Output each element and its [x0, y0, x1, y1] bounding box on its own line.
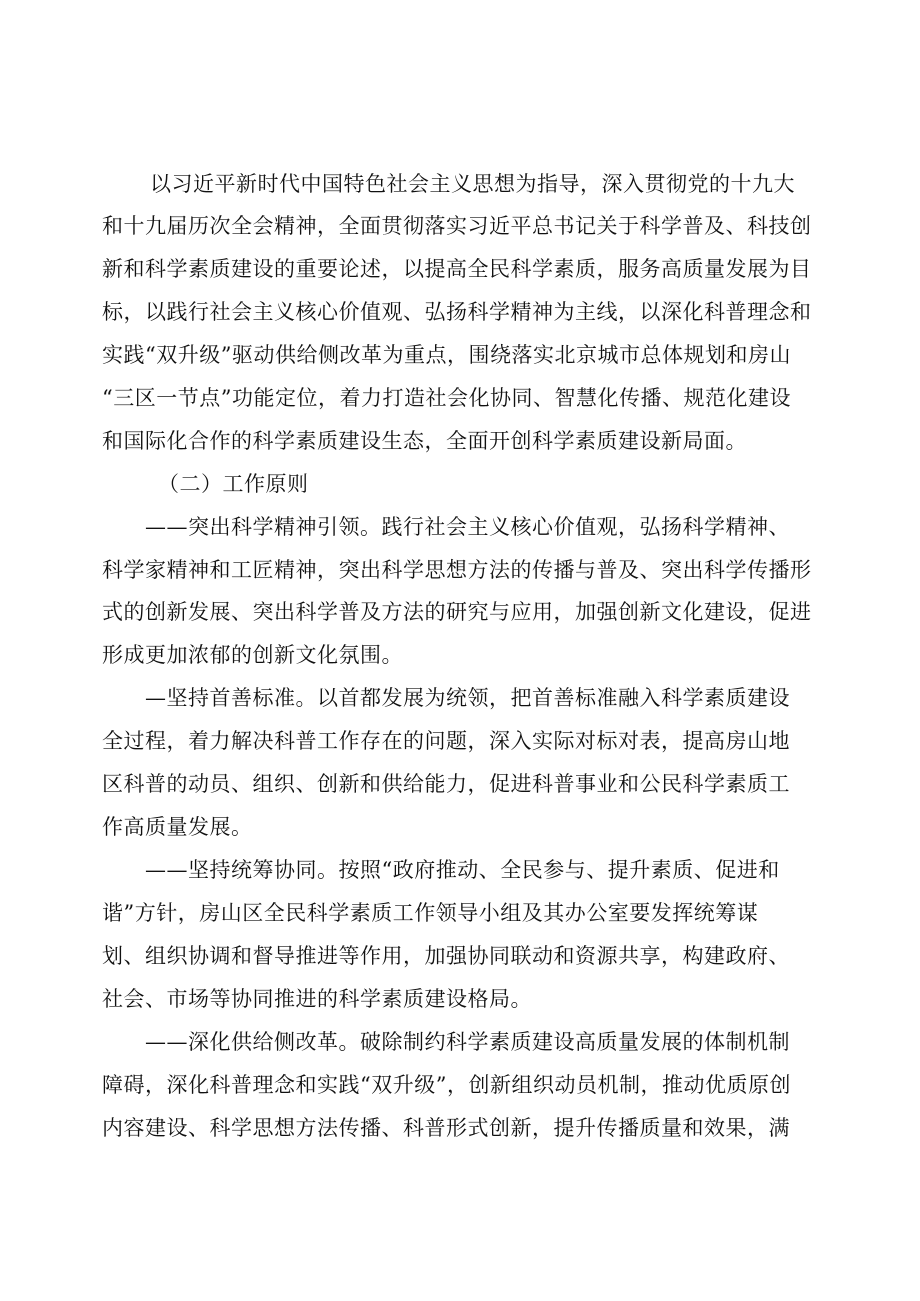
- principle-2-line-1: —坚持首善标准。以首都发展为统领，把首善标准融入科学素质建设: [145, 686, 790, 710]
- paragraph-1-line-4: 标，以践行社会主义核心价值观、弘扬科学精神为主线，以深化科普理念和: [102, 300, 812, 324]
- principle-2-line-3: 区科普的动员、组织、创新和供给能力，促进科普事业和公民科学素质工: [102, 772, 790, 796]
- principle-1-line-2: 科学家精神和工匠精神，突出科学思想方法的传播与普及、突出科学传播形: [102, 558, 812, 582]
- principle-1-line-4: 形成更加浓郁的创新文化氛围。: [102, 643, 403, 667]
- principle-3-line-3: 划、组织协调和督导推进等作用，加强协同联动和资源共享，构建政府、: [102, 944, 790, 968]
- principle-3-line-1: ——坚持统筹协同。按照“政府推动、全民参与、提升素质、促进和: [145, 858, 780, 882]
- principle-2-line-4: 作高质量发展。: [102, 815, 253, 839]
- paragraph-1-line-7: 和国际化合作的科学素质建设生态，全面开创科学素质建设新局面。: [102, 429, 747, 453]
- paragraph-1-line-6: “三区一节点”功能定位，着力打造社会化协同、智慧化传播、规范化建设: [102, 386, 791, 410]
- principle-1-line-1: ——突出科学精神引领。践行社会主义核心价值观，弘扬科学精神、: [145, 515, 790, 539]
- principle-2-line-2: 全过程，着力解决科普工作存在的问题，深入实际对标对表，提高房山地: [102, 729, 790, 753]
- principle-4-line-2: 障碍，深化科普理念和实践“双升级”，创新组织动员机制，推动优质原创: [102, 1073, 791, 1097]
- principle-4-line-3: 内容建设、科学思想方法传播、科普形式创新，提升传播质量和效果，满: [102, 1116, 790, 1140]
- paragraph-1-line-1: 以习近平新时代中国特色社会主义思想为指导，深入贯彻党的十九大: [150, 172, 795, 196]
- principle-4-line-1: ——深化供给侧改革。破除制约科学素质建设高质量发展的体制机制: [145, 1030, 790, 1054]
- section-heading: （二）工作原则: [158, 472, 309, 496]
- paragraph-1-line-5: 实践“双升级”驱动供给侧改革为重点，围绕落实北京城市总体规划和房山: [102, 343, 791, 367]
- principle-3-line-2: 谐”方针，房山区全民科学素质工作领导小组及其办公室要发挥统筹谋: [102, 901, 759, 925]
- paragraph-1-line-3: 新和科学素质建设的重要论述，以提高全民科学素质，服务高质量发展为目: [102, 257, 812, 281]
- principle-3-line-4: 社会、市场等协同推进的科学素质建设格局。: [102, 987, 532, 1011]
- principle-1-line-3: 式的创新发展、突出科学普及方法的研究与应用，加强创新文化建设，促进: [102, 600, 812, 624]
- paragraph-1-line-2: 和十九届历次全会精神，全面贯彻落实习近平总书记关于科学普及、科技创: [102, 214, 812, 238]
